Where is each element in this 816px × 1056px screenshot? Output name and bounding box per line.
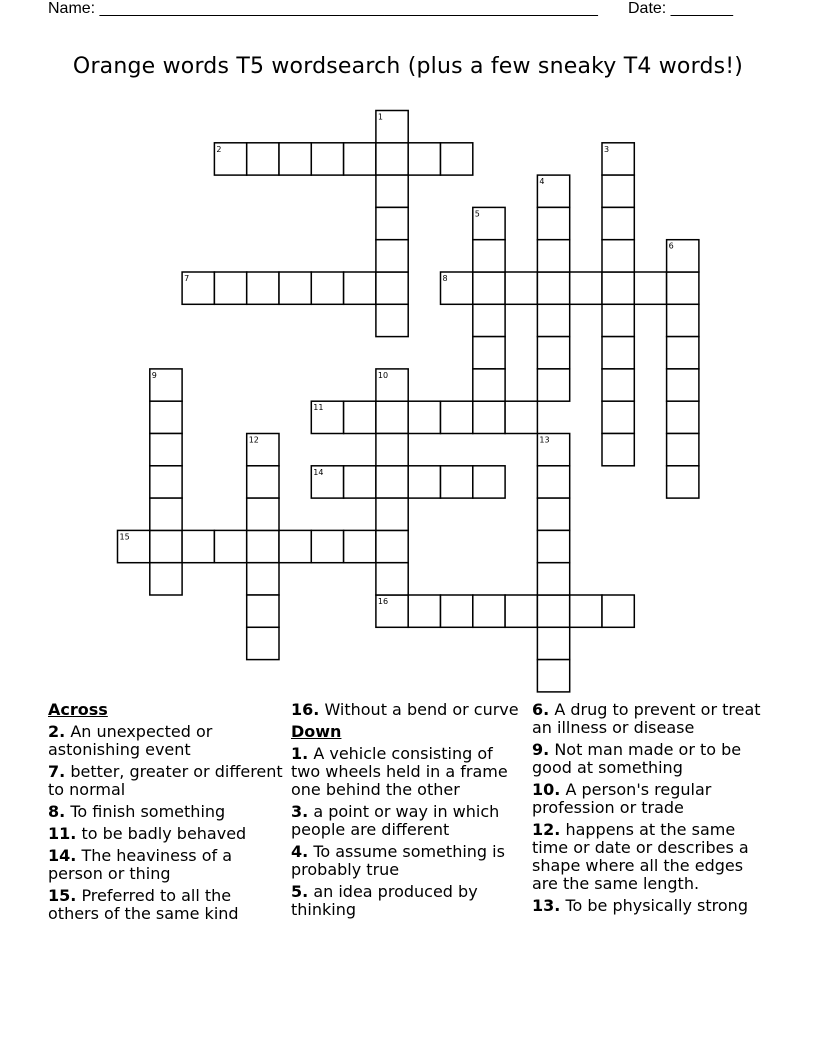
grid-cell[interactable] bbox=[376, 175, 408, 207]
grid-cell[interactable] bbox=[537, 337, 569, 369]
clue-down-1 bbox=[291, 745, 526, 799]
clue-across-2 bbox=[48, 723, 283, 759]
grid-cell[interactable] bbox=[473, 272, 505, 304]
clues-column-2 bbox=[291, 701, 526, 923]
grid-cell[interactable] bbox=[602, 175, 634, 207]
grid-cell[interactable] bbox=[602, 434, 634, 466]
grid-cell[interactable] bbox=[473, 466, 505, 498]
clue-text: A vehicle consisting of two wheels held in a frame one behind the other bbox=[291, 744, 508, 799]
clue-down-12 bbox=[532, 821, 772, 893]
clue-number-label: 7 bbox=[184, 274, 190, 283]
grid-cell[interactable] bbox=[247, 466, 279, 498]
clue-across-14 bbox=[48, 847, 283, 883]
grid-cell[interactable] bbox=[602, 337, 634, 369]
clue-text: Not man made or to be good at something bbox=[532, 740, 742, 777]
grid-cell[interactable] bbox=[667, 304, 699, 336]
grid-cell[interactable] bbox=[473, 595, 505, 627]
grid-cell[interactable] bbox=[279, 272, 311, 304]
clue-number: 16. bbox=[291, 700, 320, 719]
clue-text: happens at the same time or date or describes a shape where all the edges are the same length. bbox=[532, 820, 749, 893]
grid-cell[interactable] bbox=[441, 466, 473, 498]
grid-cell[interactable] bbox=[247, 627, 279, 659]
clue-text: To finish something bbox=[70, 802, 226, 821]
clue-text: An unexpected or astonishing event bbox=[48, 722, 213, 759]
grid-cell[interactable] bbox=[473, 304, 505, 336]
clue-number-label: 12 bbox=[248, 435, 259, 445]
grid-cell[interactable] bbox=[602, 240, 634, 272]
grid-cell[interactable] bbox=[473, 240, 505, 272]
grid-cell[interactable] bbox=[376, 240, 408, 272]
clue-text: The heaviness of a person or thing bbox=[48, 846, 233, 883]
down-heading: Down bbox=[291, 722, 342, 741]
clue-down-6 bbox=[532, 701, 772, 737]
grid-cell[interactable] bbox=[602, 207, 634, 239]
grid-cell[interactable] bbox=[150, 401, 182, 433]
grid-cell[interactable] bbox=[247, 563, 279, 595]
grid-cell[interactable] bbox=[634, 272, 666, 304]
grid-cell[interactable] bbox=[214, 530, 246, 562]
clue-down-4 bbox=[291, 843, 526, 879]
clue-number-label: 9 bbox=[151, 370, 157, 380]
grid-cell[interactable] bbox=[667, 401, 699, 433]
grid-cell[interactable] bbox=[602, 304, 634, 336]
grid-cell[interactable] bbox=[247, 143, 279, 175]
clue-number: 4. bbox=[291, 842, 309, 861]
clue-number-label: 10 bbox=[377, 370, 389, 380]
grid-cell[interactable] bbox=[344, 272, 376, 304]
clue-number-label: 3 bbox=[604, 144, 610, 154]
clue-number-label: 4 bbox=[539, 177, 545, 187]
across-heading: Across bbox=[48, 700, 108, 719]
clue-text: to be badly behaved bbox=[81, 824, 247, 843]
grid-cell[interactable] bbox=[279, 530, 311, 562]
grid-cell[interactable] bbox=[247, 530, 279, 562]
grid-cell[interactable] bbox=[408, 595, 440, 627]
date-field[interactable]: Date: _______ bbox=[628, 0, 733, 17]
grid-cell[interactable] bbox=[247, 272, 279, 304]
clue-down-5 bbox=[291, 883, 526, 919]
grid-cell[interactable] bbox=[505, 401, 537, 433]
grid-cell[interactable] bbox=[667, 466, 699, 498]
grid-cell[interactable] bbox=[537, 272, 569, 304]
grid-cell[interactable] bbox=[376, 530, 408, 562]
grid-cell[interactable] bbox=[344, 466, 376, 498]
clue-number-label: 15 bbox=[119, 532, 130, 542]
grid-cell[interactable] bbox=[667, 434, 699, 466]
clue-text: To be physically strong bbox=[565, 896, 748, 915]
clue-number: 1. bbox=[291, 744, 309, 763]
clue-down-13 bbox=[532, 897, 772, 915]
clue-number: 9. bbox=[532, 740, 550, 759]
grid-cell[interactable] bbox=[376, 498, 408, 530]
grid-cell[interactable] bbox=[214, 272, 246, 304]
clue-number: 10. bbox=[532, 780, 561, 799]
clue-number: 3. bbox=[291, 802, 309, 821]
grid-cell[interactable] bbox=[376, 207, 408, 239]
grid-cell[interactable] bbox=[602, 369, 634, 401]
grid-cell[interactable] bbox=[537, 595, 569, 627]
grid-cell[interactable] bbox=[667, 369, 699, 401]
clue-text: a point or way in which people are different bbox=[291, 802, 500, 839]
clue-number-label: 5 bbox=[474, 209, 480, 219]
grid-cell[interactable] bbox=[505, 272, 537, 304]
clue-across-8 bbox=[48, 803, 283, 821]
grid-cell[interactable] bbox=[376, 272, 408, 304]
clue-number: 7. bbox=[48, 762, 66, 781]
grid-cell[interactable] bbox=[150, 466, 182, 498]
clue-across-15 bbox=[48, 887, 283, 923]
grid-cell[interactable] bbox=[602, 272, 634, 304]
clues-column-3 bbox=[532, 701, 772, 919]
grid-cell[interactable] bbox=[602, 401, 634, 433]
grid-cell[interactable] bbox=[537, 207, 569, 239]
grid-cell[interactable] bbox=[150, 498, 182, 530]
grid-cell[interactable] bbox=[376, 434, 408, 466]
grid-cell[interactable] bbox=[537, 660, 569, 692]
clue-number: 15. bbox=[48, 886, 77, 905]
clue-number-label: 6 bbox=[668, 241, 674, 251]
grid-cell[interactable] bbox=[150, 563, 182, 595]
grid-cell[interactable] bbox=[311, 143, 343, 175]
grid-cell[interactable] bbox=[376, 401, 408, 433]
clue-across-16 bbox=[291, 701, 526, 719]
grid-cell[interactable] bbox=[279, 143, 311, 175]
grid-cell[interactable] bbox=[505, 595, 537, 627]
grid-cell[interactable] bbox=[570, 595, 602, 627]
name-field[interactable]: Name: ________________________________________________________ bbox=[48, 0, 598, 17]
grid-cell[interactable] bbox=[473, 369, 505, 401]
grid-cell[interactable] bbox=[473, 401, 505, 433]
clue-number: 13. bbox=[532, 896, 561, 915]
clue-number-label: 8 bbox=[442, 274, 448, 283]
clue-number-label: 2 bbox=[216, 144, 222, 154]
clue-number-label: 1 bbox=[377, 112, 383, 122]
clue-number: 5. bbox=[291, 882, 309, 901]
clue-number: 11. bbox=[48, 824, 77, 843]
clue-number: 6. bbox=[532, 700, 550, 719]
page-title: Orange words T5 wordsearch (plus a few sneaky T4 words!) bbox=[72, 54, 744, 79]
grid-cell[interactable] bbox=[537, 530, 569, 562]
grid-cell[interactable] bbox=[441, 595, 473, 627]
clue-number: 14. bbox=[48, 846, 77, 865]
grid-cell[interactable] bbox=[602, 595, 634, 627]
clue-number: 12. bbox=[532, 820, 561, 839]
clue-text: A person's regular profession or trade bbox=[532, 780, 712, 817]
grid-cell[interactable] bbox=[473, 337, 505, 369]
clue-down-3 bbox=[291, 803, 526, 839]
grid-cell[interactable] bbox=[537, 563, 569, 595]
grid-cell[interactable] bbox=[537, 498, 569, 530]
grid-cell[interactable] bbox=[311, 530, 343, 562]
grid-cell[interactable] bbox=[537, 369, 569, 401]
grid-cell[interactable] bbox=[570, 272, 602, 304]
clue-text: To assume something is probably true bbox=[291, 842, 505, 879]
clue-down-10 bbox=[532, 781, 772, 817]
clue-number-label: 13 bbox=[539, 435, 550, 445]
grid-cell[interactable] bbox=[182, 530, 214, 562]
grid-cell[interactable] bbox=[344, 143, 376, 175]
clue-number-label: 16 bbox=[377, 597, 389, 606]
clue-text: an idea produced by thinking bbox=[291, 882, 478, 919]
grid-cell[interactable] bbox=[667, 272, 699, 304]
clue-across-7 bbox=[48, 763, 283, 799]
grid-cell[interactable] bbox=[537, 240, 569, 272]
grid-cell[interactable] bbox=[150, 434, 182, 466]
grid-cell[interactable] bbox=[441, 143, 473, 175]
grid-cell[interactable] bbox=[408, 466, 440, 498]
grid-cell[interactable] bbox=[376, 563, 408, 595]
clue-number: 8. bbox=[48, 802, 66, 821]
grid-cell[interactable] bbox=[408, 143, 440, 175]
grid-cell[interactable] bbox=[537, 304, 569, 336]
clue-text: A drug to prevent or treat an illness or disease bbox=[532, 700, 761, 737]
clue-text: better, greater or different to normal bbox=[48, 762, 283, 799]
grid-cell[interactable] bbox=[376, 466, 408, 498]
grid-cell[interactable] bbox=[537, 627, 569, 659]
grid-cell[interactable] bbox=[441, 401, 473, 433]
clues-column-1 bbox=[48, 701, 283, 927]
grid-cell[interactable] bbox=[408, 401, 440, 433]
grid-cell[interactable] bbox=[247, 595, 279, 627]
clue-number-label: 11 bbox=[313, 403, 324, 413]
grid-cell[interactable] bbox=[376, 304, 408, 336]
clue-number: 2. bbox=[48, 722, 66, 741]
grid-cell[interactable] bbox=[311, 272, 343, 304]
grid-cell[interactable] bbox=[376, 143, 408, 175]
grid-cell[interactable] bbox=[537, 466, 569, 498]
clue-text: Preferred to all the others of the same kind bbox=[48, 886, 239, 923]
grid-cell[interactable] bbox=[344, 401, 376, 433]
clue-across-11 bbox=[48, 825, 283, 843]
grid-cell[interactable] bbox=[667, 337, 699, 369]
grid-cell[interactable] bbox=[150, 530, 182, 562]
grid-cell[interactable] bbox=[344, 530, 376, 562]
clue-down-9 bbox=[532, 741, 772, 777]
clue-number-label: 14 bbox=[313, 467, 324, 477]
clue-text: Without a bend or curve bbox=[324, 700, 519, 719]
grid-cell[interactable] bbox=[247, 498, 279, 530]
